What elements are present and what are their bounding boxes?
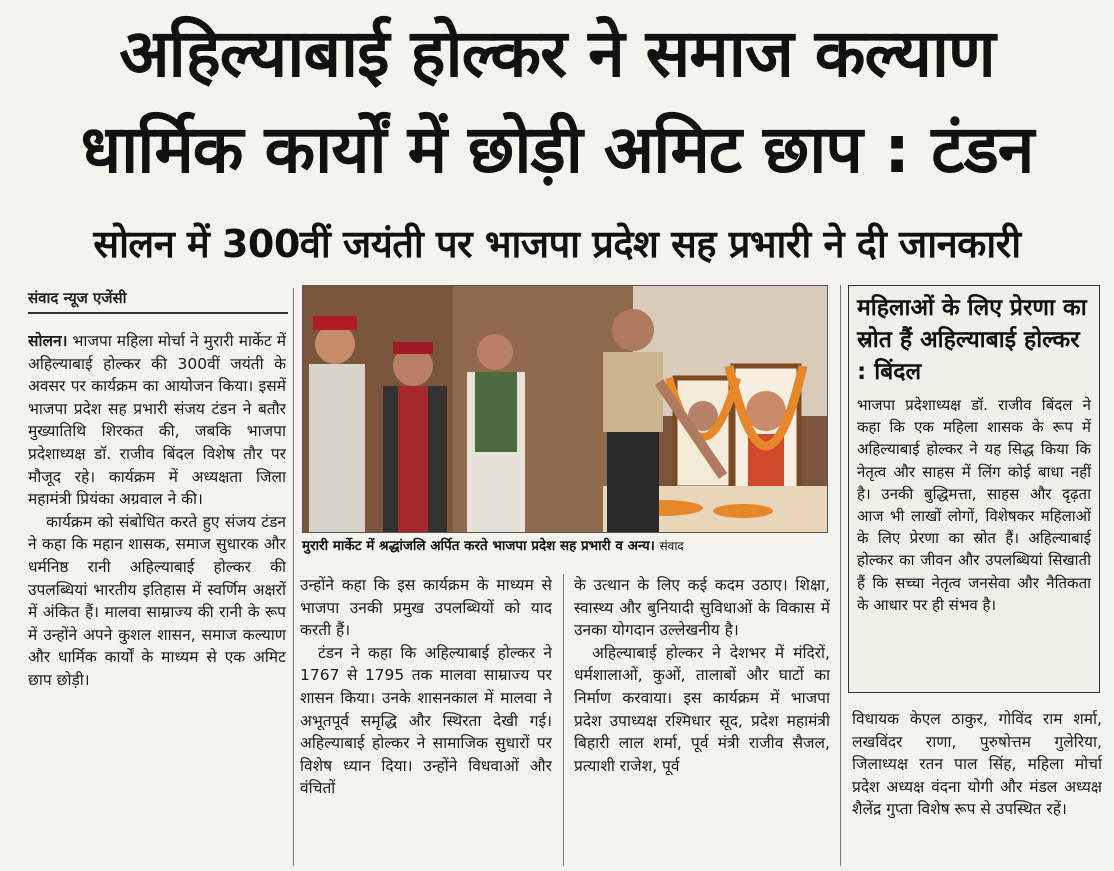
article-paragraph: कार्यक्रम को संबोधित करते हुए संजय टंडन ने कहा कि महान शासक, समाज सुधारक और धर्मनिष्ठ रानी अहिल्याबाई होल्कर की उपलब्धियां भारतीय इतिहास में स्वर्णिम अक्षरों में अंकित हैं। मालवा साम्राज्य की रानी के रूप में उन्होंने अपने कुशल शासन, समाज कल्याण और धार्मिक कार्यों के माध्यम से एक अमिट छाप छोड़ी। [28,512,286,689]
subheadline: सोलन में 300वीं जयंती पर भाजपा प्रदेश सह प्रभारी ने दी जानकारी [93,222,1021,266]
article-column-2 [300,574,552,866]
article-paragraph: टंडन ने कहा कि अहिल्याबाई होल्कर ने 1767 से 1795 तक मालवा साम्राज्य पर शासन किया। उनके शासनकाल में मालवा ने अभूतपूर्व समृद्धि और स्थिरता देखी गई। अहिल्याबाई होल्कर ने सामाजिक सुधारों पर विशेष ध्यान दिया। उन्होंने विधवाओं और वंचितों [300,643,552,798]
article-paragraph: के उत्थान के लिए कई कदम उठाए। शिक्षा, स्वास्थ्य और बुनियादी सुविधाओं के विकास में उनका योगदान उल्लेखनीय है। [574,576,830,640]
photo-credit: संवाद [659,539,684,553]
paragraph-text: भाजपा महिला मोर्चा ने मुरारी मार्केट में अहिल्याबाई होल्कर की 300वीं जयंती के अवसर पर कार्यक्रम का आयोजन किया। इसमें भाजपा प्रदेश सह प्रभारी संजय टंडन ने बतौर मुख्यातिथि शिरकत की, जबकि भाजपा प्रदेशाध्यक्ष डॉ. राजीव बिंदल विशेष तौर पर मौजूद रहे। कार्यक्रम में अध्यक्षता जिला महामंत्री प्रियंका अग्रवाल ने की। [28,332,286,509]
dateline: सोलन। [28,332,68,350]
sidebar-heading: महिलाओं के लिए प्रेरणा का स्रोत हैं अहिल्याबाई होल्कर : बिंदल [857,295,1087,385]
article-column-1 [28,330,286,866]
column-divider [563,574,564,866]
photo-illustration [303,286,827,532]
article-column-4 [852,708,1102,868]
headline-line-1: अहिल्याबाई होल्कर ने समाज कल्याण [119,15,995,92]
article-paragraph: अहिल्याबाई होल्कर ने देशभर में मंदिरों, धर्मशालाओं, कुओं, तालाबों और घाटों का निर्माण करवाया। इस कार्यक्रम में भाजपा प्रदेश उपाध्यक्ष रश्मिधार सूद, प्रदेश महामंत्री बिहारी लाल शर्मा, पूर्व मंत्री राजीव सैजल, प्रत्याशी राजेश, पूर्व [574,643,830,775]
article-paragraph [28,330,286,511]
sidebar-box [848,285,1100,693]
photo-caption [302,536,830,554]
news-photo [302,285,828,533]
sidebar-body: भाजपा प्रदेशाध्यक्ष डॉ. राजीव बिंदल ने कहा कि एक महिला शासक के रूप में अहिल्याबाई होल्कर ने यह सिद्ध किया कि नेतृत्व और साहस में लिंग कोई बाधा नहीं है। उनकी बुद्धिमत्ता, साहस और दृढ़ता आज भी लाखों लोगों, विशेषकर महिलाओं के लिए प्रेरणा का स्रोत हैं। अहिल्याबाई होल्कर का जीवन और उपलब्धियां सिखाती हैं कि सच्चा नेतृत्व जनसेवा और नैतिकता के आधार पर ही संभव है। [857,396,1091,614]
article-column-3 [574,574,830,866]
column-divider [293,288,294,866]
headline-line-2: धार्मिक कार्यों में छोड़ी अमिट छाप : टंडन [80,111,1034,188]
column-divider [840,285,841,866]
article-paragraph: उन्होंने कहा कि इस कार्यक्रम के माध्यम से भाजपा उनकी प्रमुख उपलब्धियों को याद करती हैं। [300,576,552,640]
article-paragraph: विधायक केएल ठाकुर, गोविंद राम शर्मा, लखविंदर राणा, पुरुषोत्तम गुलेरिया, जिलाध्यक्ष रतन पाल सिंह, महिला मोर्चा प्रदेश अध्यक्ष वंदना योगी और मंडल अध्यक्ष शैलेंद्र गुप्ता विशेष रूप से उपस्थित रहें। [852,710,1102,819]
byline: संवाद न्यूज एजेंसी [28,288,288,314]
caption-text: मुरारी मार्केट में श्रद्धांजलि अर्पित करते भाजपा प्रदेश सह प्रभारी व अन्य। [302,538,655,554]
